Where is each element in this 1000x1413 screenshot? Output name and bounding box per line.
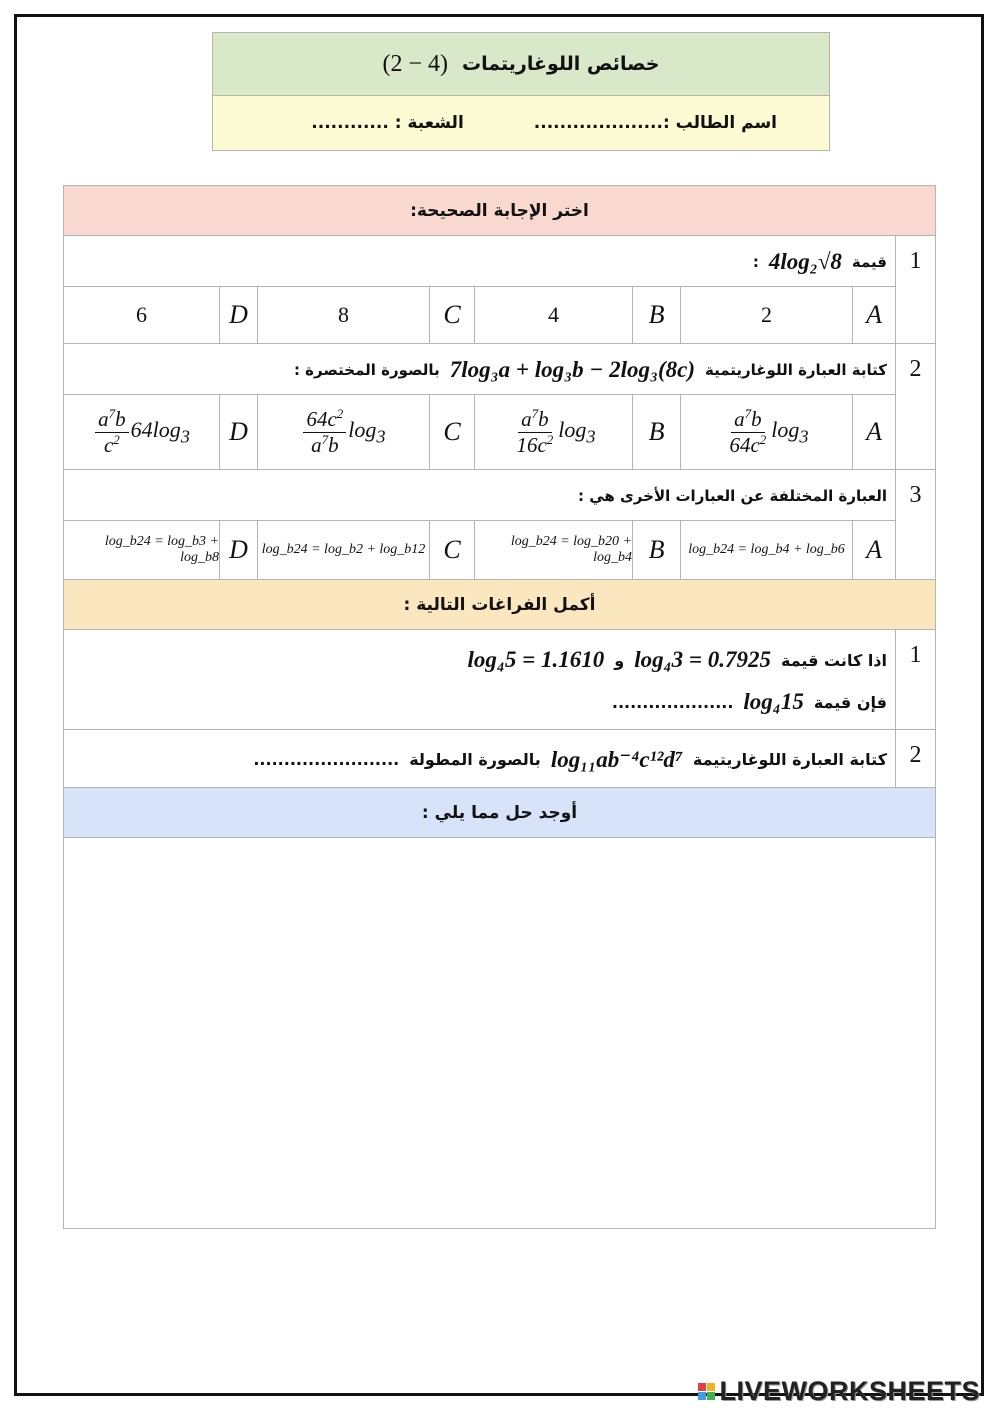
option-letter-b[interactable]: B (632, 395, 680, 469)
stem-end: بالصورة المختصرة : (293, 361, 440, 379)
stem-text: العبارة المختلفة عن العبارات الأخرى هي : (578, 487, 887, 505)
solve-section-header (64, 788, 935, 838)
option-letter-a[interactable]: A (852, 395, 895, 469)
mcq-question-3 (64, 470, 935, 580)
question-number: 1 (895, 630, 935, 729)
solve-section-title: أوجد حل مما يلي : (421, 802, 578, 823)
stem-expression: 7log₃a + log₃b − 2log₃(8c) (449, 357, 695, 382)
options-row (64, 520, 895, 579)
option-letter-d[interactable]: D (219, 521, 257, 579)
option-value-d[interactable]: $64\log_3$ $\frac{a^7b}{c^2}$ (64, 395, 219, 469)
stem-text: قيمة (851, 253, 887, 271)
fill-section-title: أكمل الفراغات التالية : (403, 594, 596, 615)
option-letter-a[interactable]: A (852, 287, 895, 343)
option-letter-a[interactable]: A (852, 521, 895, 579)
question-stem (294, 344, 887, 396)
options-row (64, 394, 895, 469)
mcq-question-1 (64, 236, 935, 344)
liveworksheets-watermark (698, 1376, 980, 1407)
watermark-text: LIVEWORKSHEETS (719, 1376, 980, 1406)
fill-question-1 (64, 630, 935, 730)
option-letter-c[interactable]: C (429, 395, 474, 469)
stem-end: : (752, 253, 759, 271)
option-value-a[interactable]: $\log_3$ $\frac{a^7b}{64c^2}$ (680, 395, 852, 469)
fill-question-2 (64, 730, 935, 788)
and-text: و (614, 650, 625, 670)
question-number: 2 (895, 730, 935, 787)
given-text: اذا كانت قيمة (780, 650, 887, 670)
student-name-field[interactable]: اسم الطالب :.................... (533, 113, 777, 133)
option-letter-d[interactable]: D (219, 395, 257, 469)
option-value-c[interactable]: 8 (257, 287, 429, 343)
options-row (64, 286, 895, 343)
option-value-d[interactable]: log_b24 = log_b3 + log_b8 (104, 534, 219, 565)
answer-blank[interactable]: .................... (611, 692, 734, 712)
mcq-section-header (64, 186, 935, 236)
option-value-a[interactable]: log_b24 = log_b4 + log_b6 (680, 521, 852, 579)
option-value-c[interactable]: log_b24 = log_b2 + log_b12 (257, 521, 429, 579)
option-letter-c[interactable]: C (429, 521, 474, 579)
lesson-title: خصائص اللوغاريتمات (462, 53, 660, 75)
question-number: 1 (895, 236, 935, 343)
option-value-b[interactable]: 4 (474, 287, 632, 343)
solve-answer-area[interactable] (64, 838, 935, 1228)
question-stem (578, 470, 887, 522)
fill-line-2 (612, 684, 887, 720)
then-text: فإن قيمة (813, 692, 887, 712)
option-value-d[interactable]: 6 (136, 302, 147, 327)
watermark-logo-icon (698, 1383, 715, 1400)
option-letter-b[interactable]: B (632, 521, 680, 579)
fill-line (253, 740, 887, 778)
option-value-b[interactable]: log_b24 = log_b20 + log_b4 (474, 521, 632, 579)
lesson-number: (4 − 2) (382, 50, 449, 77)
given-expression-1: log₄3 = 0.7925 (634, 647, 771, 672)
expand-expression: log₁₁ab⁻⁴c¹²d⁷ (550, 746, 683, 772)
option-value-c[interactable]: $\log_3$ $\frac{64c^2}{a^7b}$ (257, 395, 429, 469)
fill-section-header (64, 580, 935, 630)
option-letter-b[interactable]: B (632, 287, 680, 343)
stem-expression: 4log₂√8 (768, 249, 842, 274)
worksheet-table (63, 185, 936, 1229)
section-field[interactable]: الشعبة : ............ (311, 113, 464, 133)
student-info (213, 96, 829, 150)
stem-text: كتابة العبارة اللوغاريتمية (705, 361, 887, 379)
question-stem (753, 236, 887, 288)
option-letter-c[interactable]: C (429, 287, 474, 343)
given-expression-2: log₄5 = 1.1610 (467, 647, 605, 672)
worksheet-title (213, 33, 829, 96)
expand-text-end: بالصورة المطولة (409, 749, 541, 769)
mcq-section-title: اختر الإجابة الصحيحة: (410, 200, 589, 221)
option-value-a[interactable]: 2 (680, 287, 852, 343)
question-number: 2 (895, 344, 935, 469)
option-value-b[interactable]: $\log_3$ $\frac{a^7b}{16c^2}$ (474, 395, 632, 469)
question-number: 3 (895, 470, 935, 579)
option-letter-d[interactable]: D (219, 287, 257, 343)
target-expression: log₄15 (743, 689, 804, 714)
fill-line-1 (468, 642, 888, 678)
answer-blank[interactable]: ........................ (253, 749, 400, 769)
mcq-question-2 (64, 344, 935, 470)
expand-text: كتابة العبارة اللوغاريتيمة (692, 749, 887, 769)
header-box (212, 32, 830, 151)
